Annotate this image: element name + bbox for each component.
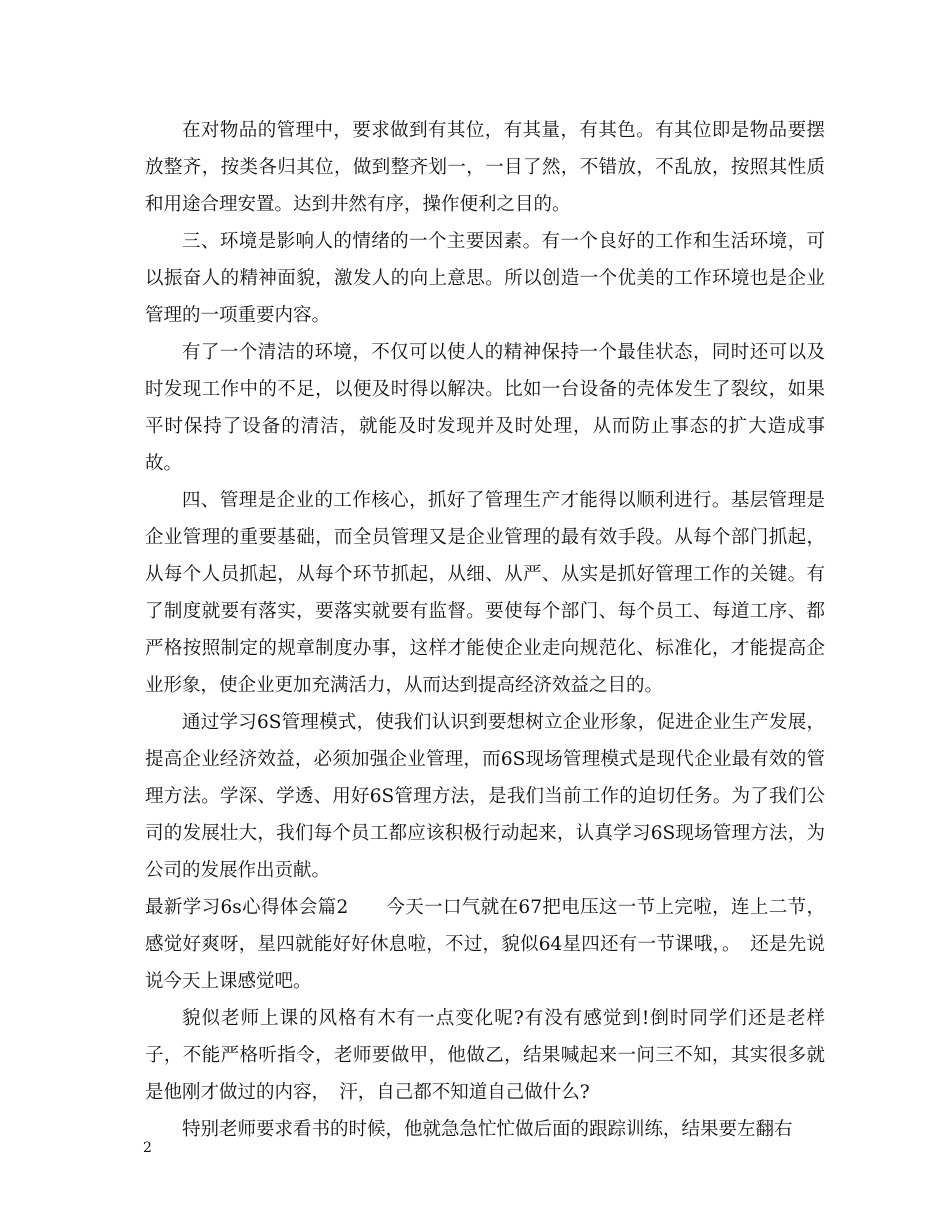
document-body <box>145 112 825 1148</box>
paragraph-environment: 三、环境是影响人的情绪的一个主要因素。有一个良好的工作和生活环境，可以振奋人的精神面貌，激发人的向上意思。所以创造一个优美的工作环境也是企业管理的一项重要内容。 <box>145 231 825 326</box>
paragraph-item-management: 在对物品的管理中，要求做到有其位，有其量，有其色。有其位即是物品要摆放整齐，按类各归其位，做到整齐划一，一目了然，不错放，不乱放，按照其性质和用途合理安置。达到井然有序，操作便利之目的。 <box>145 120 825 215</box>
paragraph-reading-book: 特别老师要求看书的时候，他就急急忙忙做后面的跟踪训练，结果要左翻右 <box>182 1119 793 1140</box>
paragraph-core-management: 四、管理是企业的工作核心，抓好了管理生产才能得以顺利进行。基层管理是企业管理的重要基础，而全员管理又是企业管理的最有效手段。从每个部门抓起，从每个人员抓起，从每个环节抓起，从细、从严、从实是抓好管理工作的关键。有了制度就要有落实，要落实就要有监督。要使每个部门、每个员工、每道工序、都严格按照制定的规章制度办事，这样才能使企业走向规范化、标准化，才能提高企业形象，使企业更加充满活力，从而达到提高经济效益之目的。 <box>145 490 825 696</box>
paragraph-teacher-style: 貌似老师上课的风格有木有一点变化呢?有没有感觉到!倒时同学们还是老样子，不能严格听指令，老师要做甲，他做乙，结果喊起来一问三不知，其实很多就是他刚才做过的内容， 汗，自己都不知道自己做什么? <box>145 1008 825 1103</box>
page-number: 2 <box>143 1140 152 1156</box>
paragraph-article-2-intro: 最新学习6s心得体会篇2 今天一口气就在67把电压这一节上完啦，连上二节，感觉好爽呀，星四就能好好休息啦，不过，貌似64星四还有一节课哦，。 还是先说说今天上课感觉吧。 <box>145 897 825 992</box>
paragraph-clean-environment: 有了一个清洁的环境，不仅可以使人的精神保持一个最佳状态，同时还可以及时发现工作中的不足，以便及时得以解决。比如一台设备的壳体发生了裂纹，如果平时保持了设备的清洁，就能及时发现并及时处理，从而防止事态的扩大造成事故。 <box>145 342 825 474</box>
paragraph-6s-summary: 通过学习6S管理模式，使我们认识到要想树立企业形象，促进企业生产发展，提高企业经济效益，必须加强企业管理，而6S现场管理模式是现代企业最有效的管理方法。学深、学透、用好6S管理方法，是我们当前工作的迫切任务。为了我们公司的发展壮大，我们每个员工都应该积极行动起来，认真学习6S现场管理方法，为公司的发展作出贡献。 <box>145 712 825 881</box>
